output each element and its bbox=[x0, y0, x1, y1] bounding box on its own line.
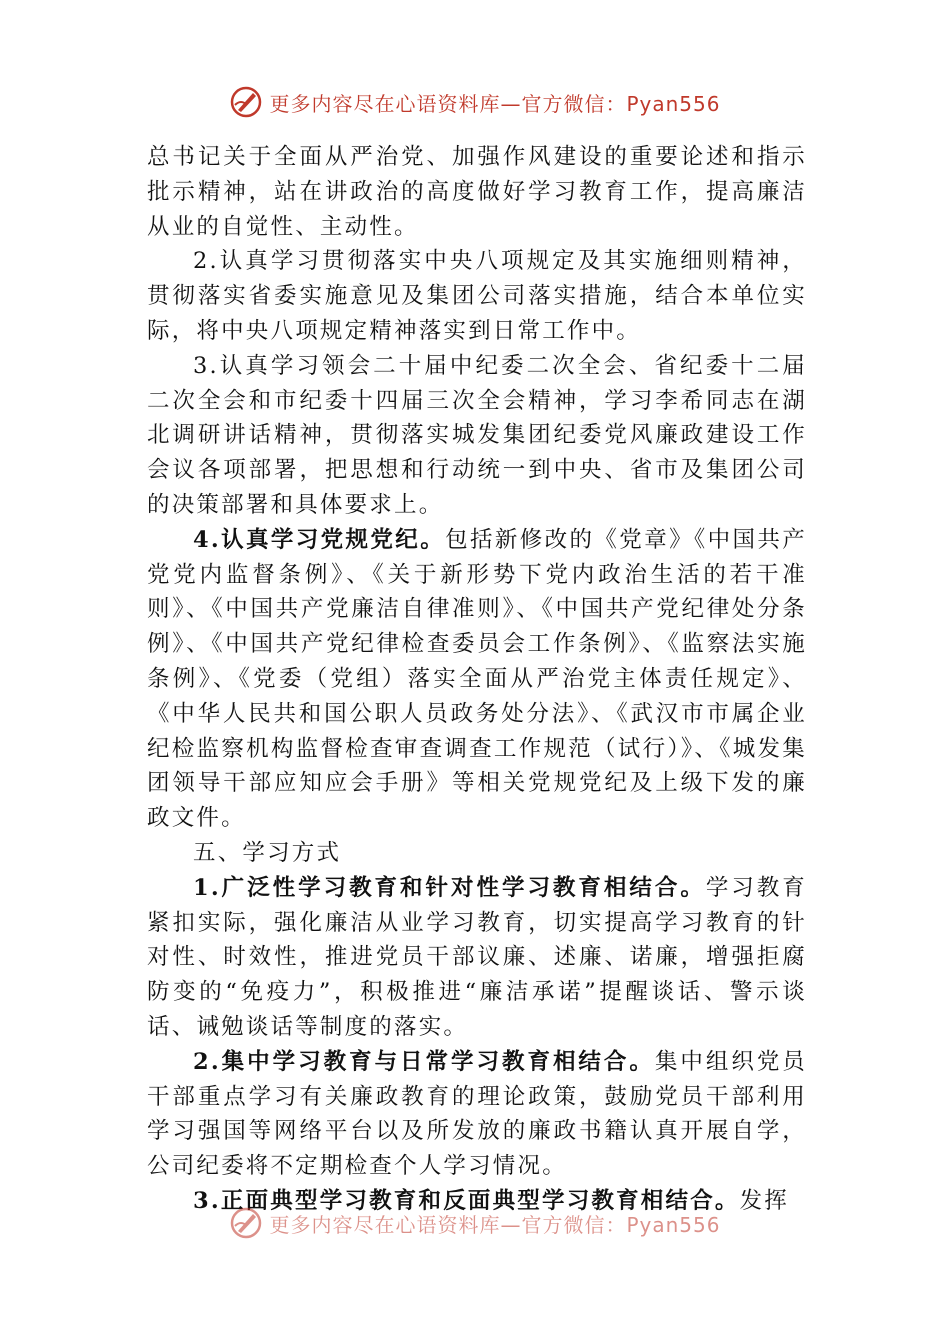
watermark-footer bbox=[0, 1203, 950, 1243]
paragraph-text: 总书记关于全面从严治党、加强作风建设的重要论述和指示批示精神，站在讲政治的高度做好学习教育工作，提高廉洁从业的自觉性、主动性。 bbox=[147, 144, 807, 240]
paragraph-lead: 4.认真学习党规党纪。 bbox=[193, 526, 446, 553]
paragraph-method-2 bbox=[147, 1045, 807, 1184]
section-heading-text: 五、学习方式 bbox=[193, 839, 342, 866]
paragraph-item-4 bbox=[147, 523, 807, 836]
paragraph-continuation bbox=[147, 140, 807, 244]
paragraph-item-2 bbox=[147, 244, 807, 348]
section-heading bbox=[147, 836, 807, 871]
paragraph-text: 集中组织党员干部重点学习有关廉政教育的理论政策，鼓励党员干部利用学习强国等网络平台以及所发放的廉政书籍认真开展自学，公司纪委将不定期检查个人学习情况。 bbox=[147, 1048, 808, 1180]
paragraph-text: 发挥 bbox=[739, 1187, 789, 1214]
pen-seal-logo-icon bbox=[229, 1206, 263, 1240]
paragraph-item-3 bbox=[147, 349, 807, 523]
watermark-header bbox=[0, 82, 950, 122]
paragraph-text: 2.认真学习贯彻落实中央八项规定及其实施细则精神，贯彻落实省委实施意见及集团公司落实措施，结合本单位实际，将中央八项规定精神落实到日常工作中。 bbox=[147, 248, 807, 344]
document-body bbox=[147, 140, 807, 1219]
paragraph-text: 3.认真学习领会二十届中纪委二次全会、省纪委十二届二次全会和市纪委十四届三次全会精神，学习李希同志在湖北调研讲话精神，贯彻落实城发集团纪委党风廉政建设工作会议各项部署，把思想和行动统一到中央、省市及集团公司的决策部署和具体要求上。 bbox=[147, 352, 807, 518]
paragraph-text: 包括新修改的《党章》《中国共产党党内监督条例》、《关于新形势下党内政治生活的若干准则》、《中国共产党廉洁自律准则》、《中国共产党纪律处分条例》、《中国共产党纪律检查委员会工作条例》、《监察法实施条例》、《党委（党组）落实全面从严治党主体责任规定》、《中华人民共和国公职人员政务处分法》、《武汉市市属企业纪检监察机构监督检查审查调查工作规范（试行）》、《城发集团领导干部应知应会手册》等相关党规党纪及上级下发的廉政文件。 bbox=[147, 526, 807, 832]
paragraph-lead: 2.集中学习教育与日常学习教育相结合。 bbox=[193, 1048, 655, 1075]
pen-seal-logo-icon bbox=[229, 85, 263, 119]
watermark-text: 更多内容尽在心语资料库—官方微信：Pyan556 bbox=[269, 91, 721, 116]
paragraph-text: 学习教育紧扣实际，强化廉洁从业学习教育，切实提高学习教育的针对性、时效性，推进党员干部议廉、述廉、诺廉，增强拒腐防变的“免疫力”，积极推进“廉洁承诺”提醒谈话、警示谈话、诫勉谈话等制度的落实。 bbox=[147, 874, 807, 1040]
paragraph-lead: 3.正面典型学习教育和反面典型学习教育相结合。 bbox=[193, 1187, 740, 1214]
paragraph-method-1 bbox=[147, 871, 807, 1045]
watermark-text: 更多内容尽在心语资料库—官方微信：Pyan556 bbox=[269, 1212, 721, 1237]
paragraph-lead: 1.广泛性学习教育和针对性学习教育相结合。 bbox=[193, 874, 706, 901]
